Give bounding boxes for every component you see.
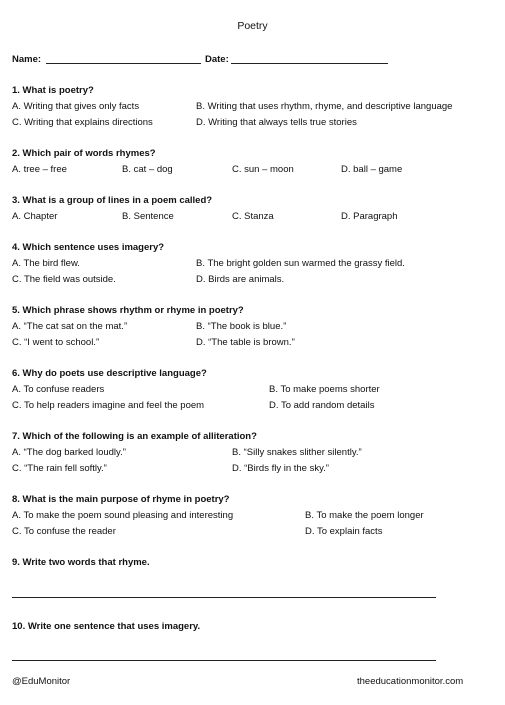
q6-option-b: B. To make poems shorter <box>269 384 380 395</box>
q1-option-b: B. Writing that uses rhythm, rhyme, and descriptive language <box>196 101 453 112</box>
q5-option-a: A. “The cat sat on the mat.” <box>12 321 128 332</box>
q9-answer-line[interactable] <box>12 597 436 598</box>
q4-option-d: D. Birds are animals. <box>196 274 285 285</box>
q8-option-b: B. To make the poem longer <box>305 510 424 521</box>
q10-answer-line[interactable] <box>12 660 436 661</box>
q8-option-a: A. To make the poem sound pleasing and interesting <box>12 510 234 521</box>
q8-option-c: C. To confuse the reader <box>12 526 116 537</box>
question-8: 8. What is the main purpose of rhyme in poetry? <box>12 494 230 505</box>
date-field[interactable] <box>231 54 388 64</box>
q1-option-c: C. Writing that explains directions <box>12 117 153 128</box>
q8-option-d: D. To explain facts <box>305 526 383 537</box>
q1-option-d: D. Writing that always tells true stories <box>196 117 357 128</box>
question-9: 9. Write two words that rhyme. <box>12 557 150 568</box>
page-title: Poetry <box>237 20 268 32</box>
name-label: Name: <box>12 54 42 65</box>
question-6: 6. Why do poets use descriptive language? <box>12 368 207 379</box>
q3-option-c: C. Stanza <box>232 211 274 222</box>
q7-option-d: D. “Birds fly in the sky.” <box>232 463 329 474</box>
q4-option-a: A. The bird flew. <box>12 258 80 269</box>
q2-option-d: D. ball – game <box>341 164 403 175</box>
q5-option-b: B. “The book is blue.” <box>196 321 287 332</box>
q2-option-c: C. sun – moon <box>232 164 294 175</box>
question-10: 10. Write one sentence that uses imagery. <box>12 621 201 632</box>
question-5: 5. Which phrase shows rhythm or rhyme in poetry? <box>12 305 244 316</box>
q4-option-b: B. The bright golden sun warmed the grassy field. <box>196 258 405 269</box>
q5-option-c: C. “I went to school.” <box>12 337 100 348</box>
q2-option-b: B. cat – dog <box>122 164 173 175</box>
question-4: 4. Which sentence uses imagery? <box>12 242 165 253</box>
q3-option-b: B. Sentence <box>122 211 174 222</box>
question-7: 7. Which of the following is an example of alliteration? <box>12 431 257 442</box>
question-2: 2. Which pair of words rhymes? <box>12 148 156 159</box>
q6-option-d: D. To add random details <box>269 400 375 411</box>
footer-handle: @EduMonitor <box>12 676 71 687</box>
q7-option-c: C. “The rain fell softly.” <box>12 463 107 474</box>
q3-option-a: A. Chapter <box>12 211 58 222</box>
q4-option-c: C. The field was outside. <box>12 274 116 285</box>
name-field[interactable] <box>46 54 201 64</box>
q7-option-b: B. “Silly snakes slither silently.” <box>232 447 362 458</box>
question-1: 1. What is poetry? <box>12 85 94 96</box>
q5-option-d: D. “The table is brown.” <box>196 337 295 348</box>
footer-website: theeducationmonitor.com <box>357 676 464 687</box>
date-label: Date: <box>205 54 229 65</box>
q1-option-a: A. Writing that gives only facts <box>12 101 140 112</box>
q2-option-a: A. tree – free <box>12 164 67 175</box>
q6-option-c: C. To help readers imagine and feel the poem <box>12 400 205 411</box>
q3-option-d: D. Paragraph <box>341 211 398 222</box>
q7-option-a: A. “The dog barked loudly.” <box>12 447 126 458</box>
question-3: 3. What is a group of lines in a poem called? <box>12 195 213 206</box>
q6-option-a: A. To confuse readers <box>12 384 105 395</box>
